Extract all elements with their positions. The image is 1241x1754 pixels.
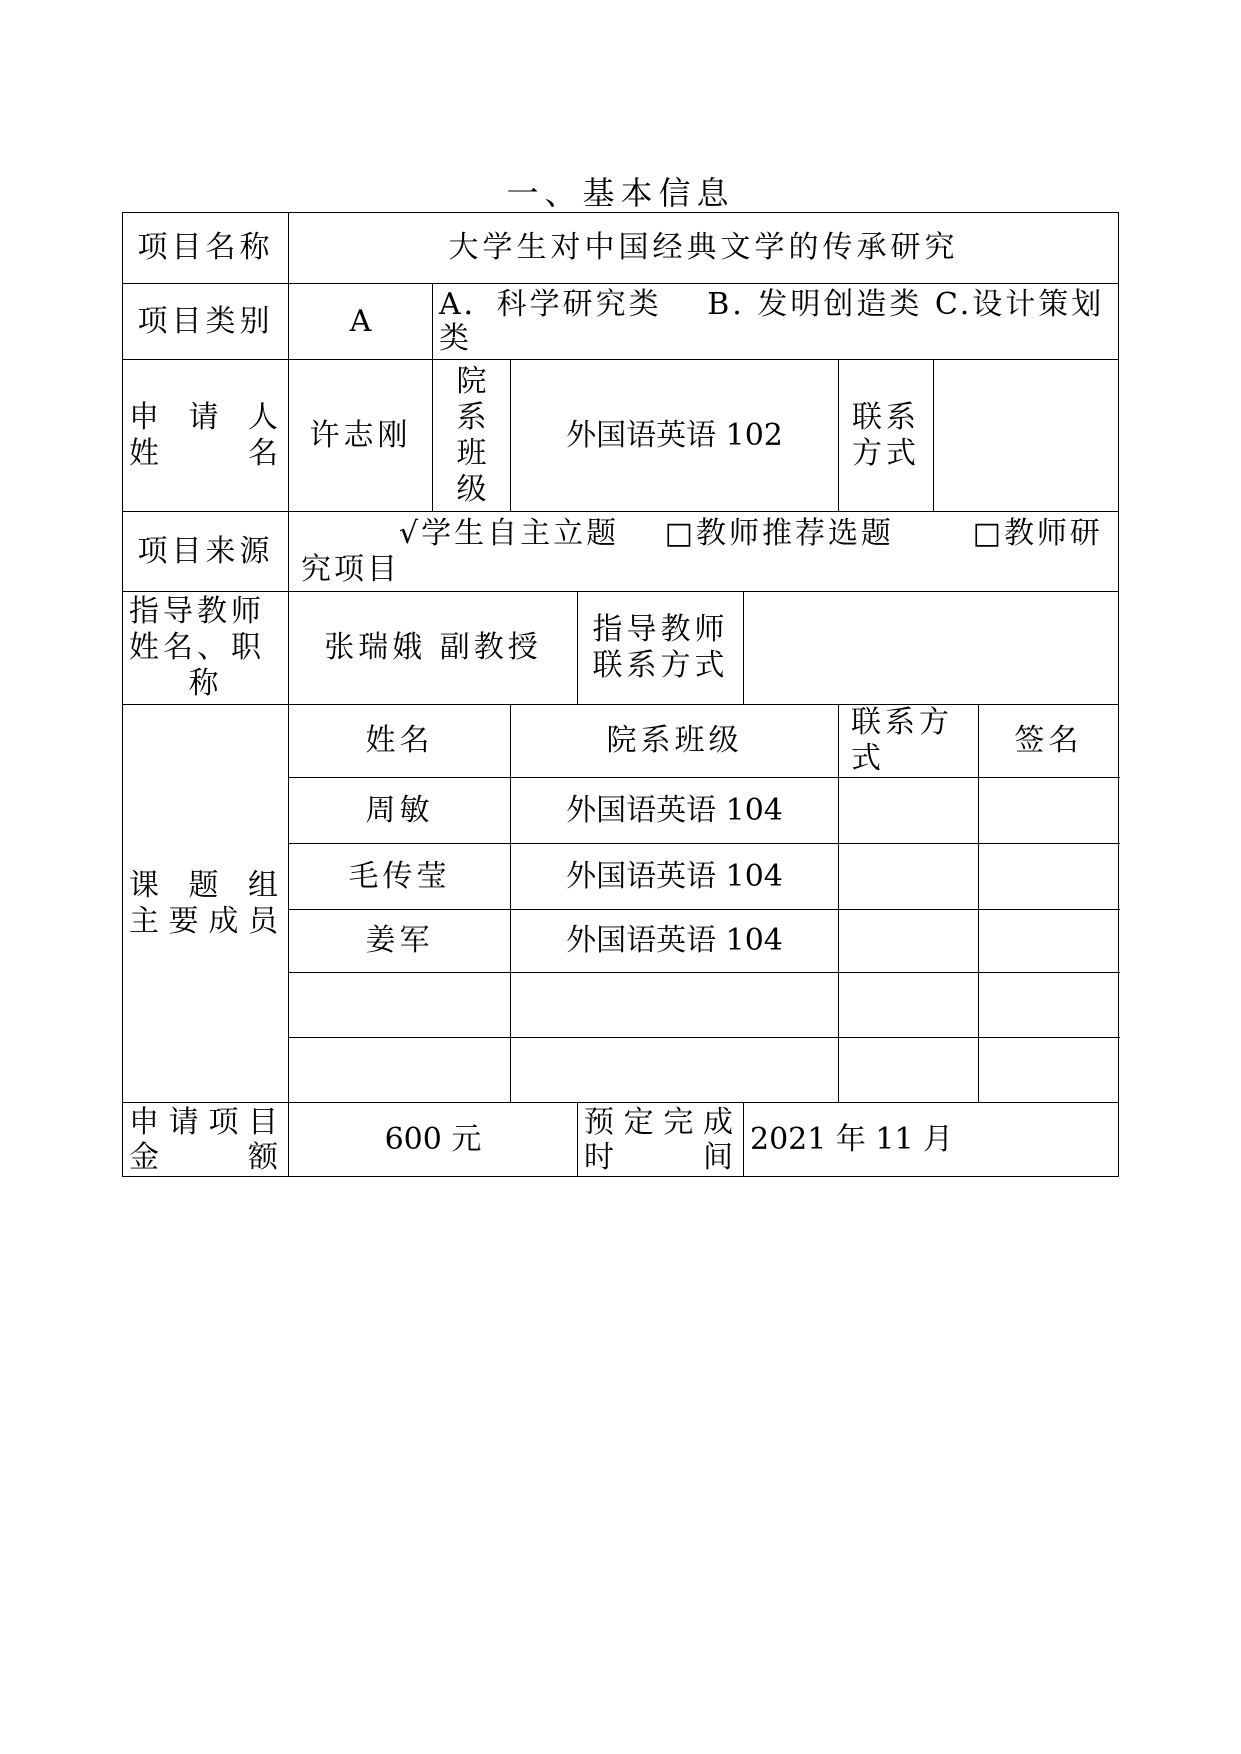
member-contact (839, 910, 979, 973)
advisor-label-line1: 指导教师 (129, 594, 265, 629)
advisor-label-line3: 称 (188, 666, 223, 701)
row-applicant (123, 360, 1119, 512)
row-project-source (123, 512, 1119, 592)
source-option-1: 学生自主立题 (421, 515, 620, 551)
budget-label (123, 1103, 289, 1177)
section-title: 一、基本信息 (506, 174, 735, 212)
member-sign (979, 910, 1119, 973)
members-label (123, 705, 289, 1103)
deadline-label-line2: 时 间 (584, 1139, 737, 1175)
basic-info-table (122, 212, 1119, 1177)
dept-label-char-4: 级 (456, 471, 487, 507)
applicant-contact-label (839, 360, 934, 512)
member-sign (979, 844, 1119, 910)
dept-label-char-2: 系 (456, 399, 487, 435)
applicant-label-line1: 申 请 人 (129, 399, 282, 435)
members-header-sign: 签名 (979, 705, 1119, 778)
members-label-line1: 课 题 组 (129, 867, 282, 903)
deadline-label (578, 1103, 744, 1177)
deadline-label-line1: 预定完成 (584, 1104, 737, 1140)
budget-label-line1: 申请项目 (129, 1104, 282, 1140)
advisor-contact-value (744, 592, 1119, 705)
advisor-contact-label-line1: 指导教师 (592, 612, 729, 647)
row-project-category (123, 284, 1119, 360)
advisor-label-line2: 姓名、职 (129, 630, 265, 665)
project-name-value: 大学生对中国经典文学的传承研究 (289, 213, 1119, 284)
member-dept: 外国语英语 104 (511, 910, 839, 973)
applicant-label-line2: 姓 名 (129, 435, 282, 471)
source-option-3: 教师研究项目 (301, 515, 1103, 587)
member-contact (839, 973, 979, 1038)
member-sign (979, 1038, 1119, 1103)
applicant-dept-label (433, 360, 511, 512)
dept-label-char-1: 院 (456, 363, 487, 399)
member-contact (839, 1038, 979, 1103)
members-header-dept: 院系班级 (511, 705, 839, 778)
member-contact (839, 844, 979, 910)
project-category-value: A (289, 284, 433, 360)
deadline-value: 2021 年 11 月 (744, 1103, 1119, 1177)
member-name: 姜军 (289, 910, 511, 973)
row-project-name (123, 213, 1119, 284)
budget-value: 600 元 (289, 1103, 578, 1177)
source-option-1-checkmark: √ (399, 515, 422, 551)
member-contact (839, 778, 979, 844)
dept-label-char-3: 班 (456, 435, 487, 471)
budget-label-line2: 金 额 (129, 1139, 282, 1175)
member-sign (979, 973, 1119, 1038)
applicant-contact-value (934, 360, 1119, 512)
row-budget (123, 1103, 1119, 1177)
members-header-contact: 联系方式 (839, 705, 979, 778)
member-sign (979, 778, 1119, 844)
source-option-2: 教师推荐选题 (696, 515, 895, 551)
member-name: 周敏 (289, 778, 511, 844)
members-header-name: 姓名 (289, 705, 511, 778)
source-option-3-checkbox: □ (972, 515, 1004, 551)
project-source-label: 项目来源 (123, 512, 289, 592)
advisor-label (123, 592, 289, 705)
applicant-contact-label-line2: 方式 (852, 435, 920, 471)
row-advisor (123, 592, 1119, 705)
applicant-label (123, 360, 289, 512)
advisor-contact-label-line2: 联系方式 (592, 648, 729, 683)
row-members-header (123, 705, 1119, 778)
project-category-options: A．科学研究类 B. 发明创造类 C.设计策划类 (433, 284, 1119, 360)
member-dept (511, 973, 839, 1038)
member-name: 毛传莹 (289, 844, 511, 910)
member-dept (511, 1038, 839, 1103)
project-category-label: 项目类别 (123, 284, 289, 360)
applicant-name: 许志刚 (289, 360, 433, 512)
source-option-2-checkbox: □ (664, 515, 697, 551)
advisor-value: 张瑞娥 副教授 (289, 592, 578, 705)
members-label-line2: 主要成员 (129, 903, 282, 939)
project-name-label: 项目名称 (123, 213, 289, 284)
applicant-dept-value: 外国语英语 102 (511, 360, 839, 512)
project-source-options (289, 512, 1119, 592)
member-name (289, 973, 511, 1038)
member-name (289, 1038, 511, 1103)
advisor-contact-label (578, 592, 744, 705)
member-dept: 外国语英语 104 (511, 844, 839, 910)
member-dept: 外国语英语 104 (511, 778, 839, 844)
applicant-contact-label-line1: 联系 (852, 399, 920, 435)
